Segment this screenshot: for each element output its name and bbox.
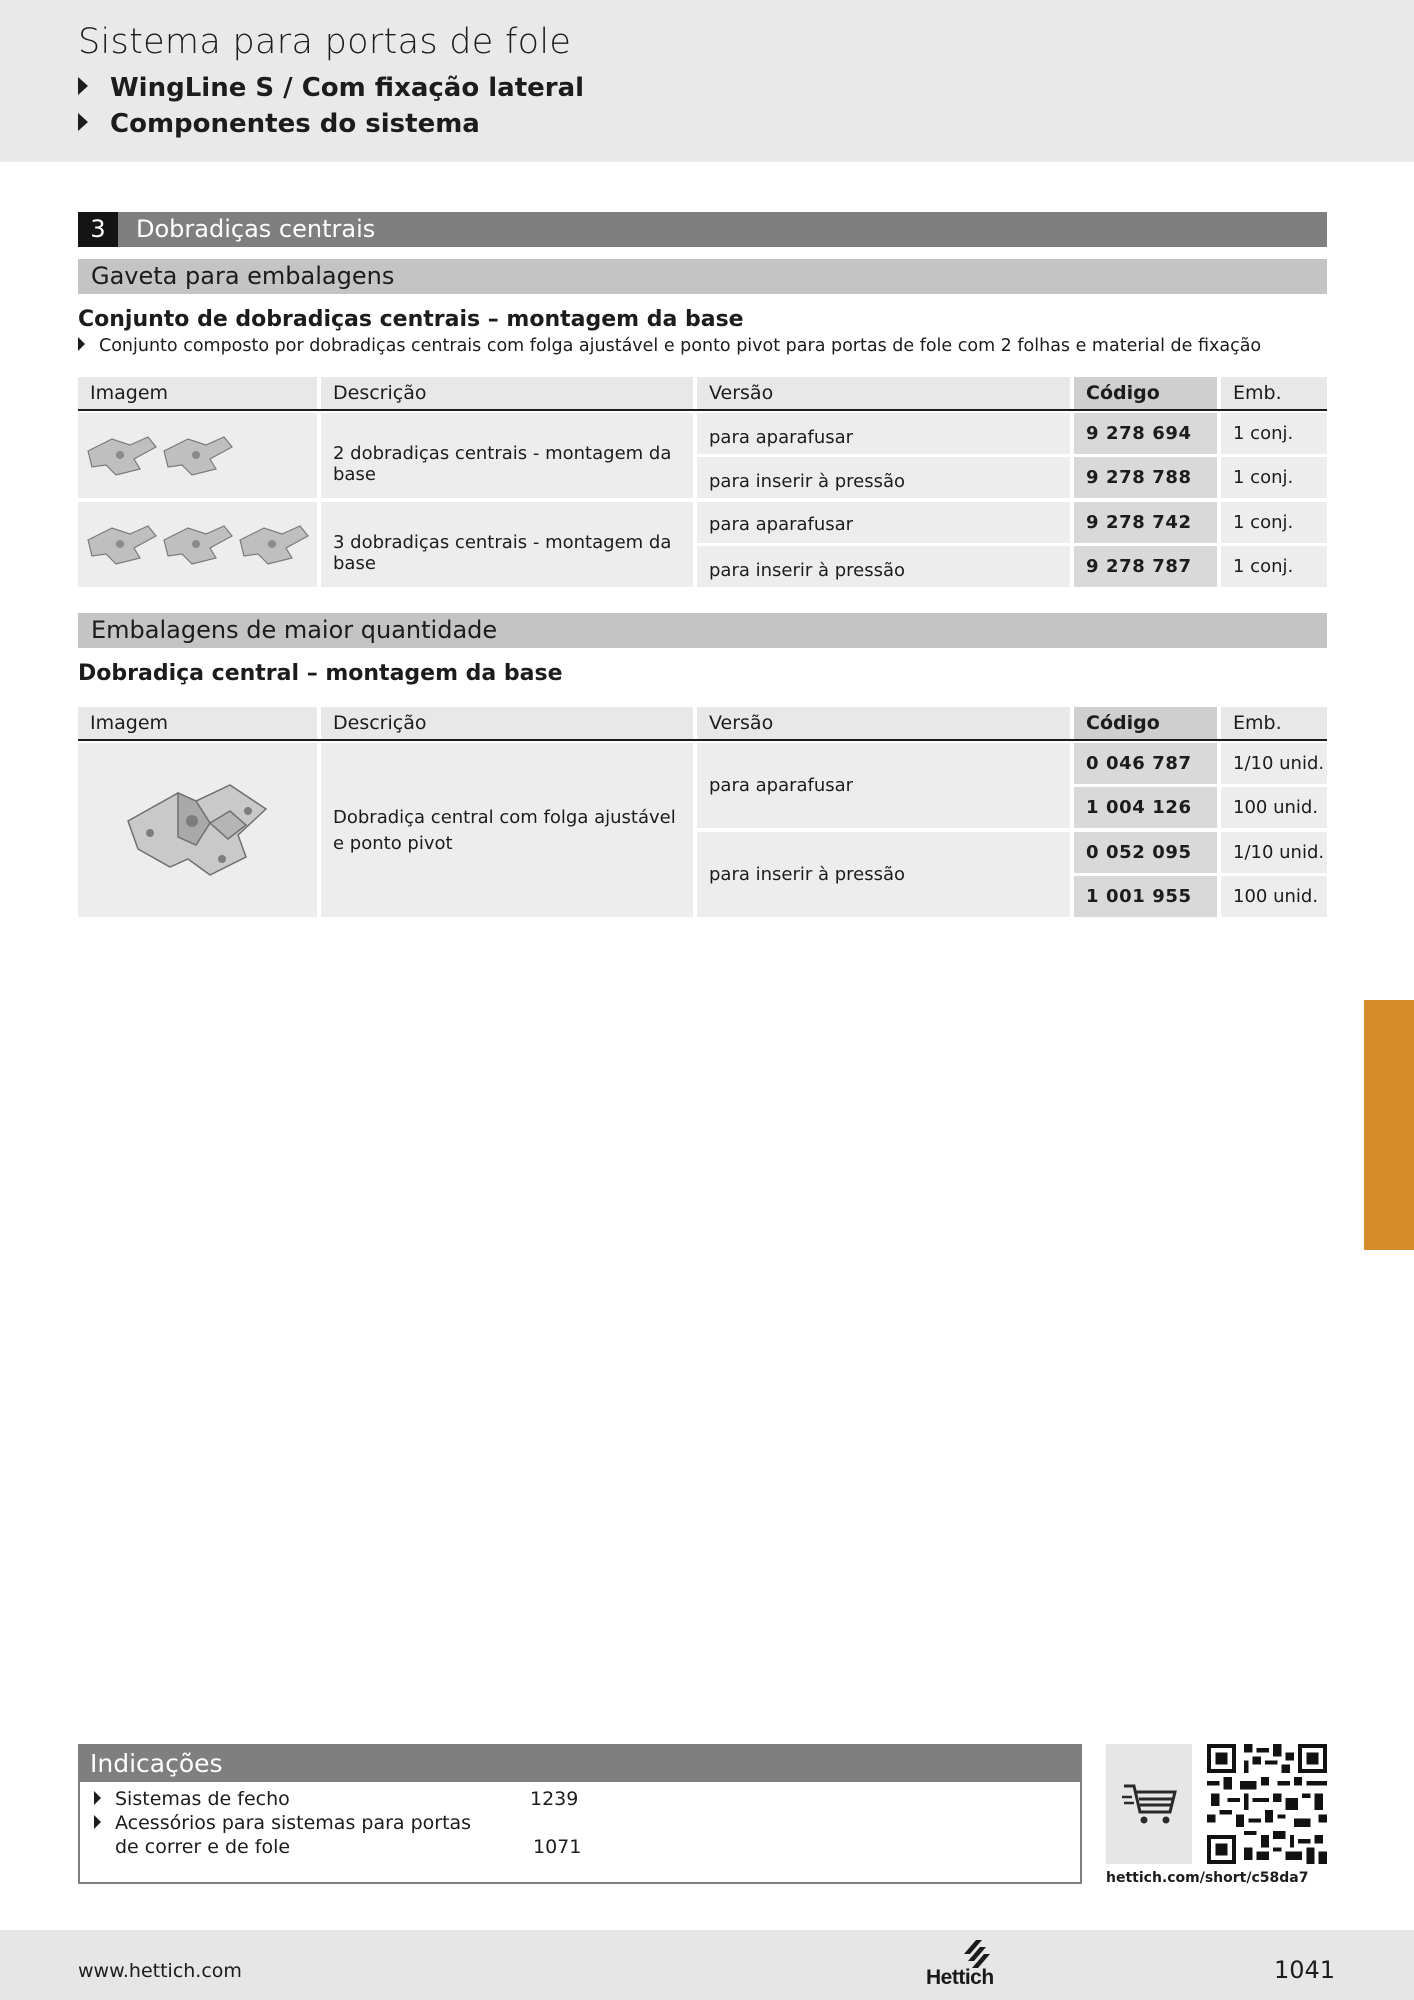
pack-cell: 1 conj.	[1221, 457, 1327, 498]
pack-cell: 100 unid.	[1221, 787, 1327, 828]
pack-cell: 1 conj.	[1221, 546, 1327, 587]
references-header: Indicações	[80, 1746, 1080, 1782]
table-header	[78, 707, 1327, 741]
description-cell: 3 dobradiças centrais - montagem da base	[321, 502, 693, 587]
caret-right-icon	[78, 337, 85, 351]
caret-right-icon	[78, 113, 88, 131]
reference-link[interactable]: Sistemas de fecho	[94, 1788, 290, 1810]
pack-cell: 1/10 unid.	[1221, 832, 1327, 873]
chapter-tab[interactable]	[1364, 1000, 1414, 1250]
column-header: Código	[1074, 377, 1217, 409]
hinge-set-image	[82, 514, 314, 574]
pack-cell: 1 conj.	[1221, 502, 1327, 543]
product-code[interactable]: 1 001 955	[1074, 876, 1217, 917]
section-title: Dobradiças centrais	[136, 215, 376, 243]
product-code[interactable]: 9 278 787	[1074, 546, 1217, 587]
subheading-bar	[78, 259, 1327, 294]
website-link[interactable]: www.hettich.com	[78, 1960, 242, 1982]
section-number: 3	[78, 212, 118, 247]
column-header: Código	[1074, 707, 1217, 739]
version-cell: para aparafusar	[697, 413, 1070, 454]
column-header: Versão	[697, 377, 1070, 409]
breadcrumb-item[interactable]: WingLine S / Com fixação lateral	[78, 73, 584, 103]
product-table	[78, 377, 1327, 589]
product-title: Conjunto de dobradiças centrais – montagem da base	[78, 307, 744, 332]
image-cell	[78, 502, 317, 587]
qr-code-icon[interactable]	[1207, 1744, 1327, 1864]
product-code[interactable]: 9 278 788	[1074, 457, 1217, 498]
hinge-set-image	[82, 425, 242, 485]
reference-page[interactable]: 1071	[533, 1836, 582, 1858]
image-cell	[78, 413, 317, 498]
version-cell: para inserir à pressão	[697, 457, 1070, 498]
page-number: 1041	[1274, 1956, 1336, 1984]
reference-link[interactable]: Acessórios para sistemas para portas	[94, 1812, 471, 1834]
hettich-logo	[924, 1938, 1000, 1988]
product-code[interactable]: 0 052 095	[1074, 832, 1217, 873]
version-cell: para inserir à pressão	[697, 546, 1070, 587]
shopping-cart-button[interactable]	[1106, 1744, 1192, 1864]
subheading: Gaveta para embalagens	[91, 262, 395, 290]
caret-right-icon	[78, 77, 88, 95]
column-header: Descrição	[321, 707, 693, 739]
caret-right-icon	[94, 1815, 101, 1829]
subheading: Embalagens de maior quantidade	[91, 616, 498, 644]
references-box	[78, 1744, 1082, 1884]
version-cell: para inserir à pressão	[697, 832, 1070, 917]
version-cell: para aparafusar	[697, 502, 1070, 543]
product-title: Dobradiça central – montagem da base	[78, 661, 563, 686]
caret-right-icon	[94, 1791, 101, 1805]
column-header: Emb.	[1221, 707, 1327, 739]
version-cell: para aparafusar	[697, 743, 1070, 828]
subheading-bar	[78, 613, 1327, 648]
product-code[interactable]: 0 046 787	[1074, 743, 1217, 784]
breadcrumb-item[interactable]: Componentes do sistema	[78, 109, 480, 139]
table-header	[78, 377, 1327, 411]
column-header: Versão	[697, 707, 1070, 739]
pack-cell: 1/10 unid.	[1221, 743, 1327, 784]
shop-link[interactable]: hettich.com/short/c58da7	[1106, 1870, 1309, 1886]
column-header: Descrição	[321, 377, 693, 409]
reference-link-continued[interactable]: de correr e de fole	[115, 1836, 291, 1858]
product-code[interactable]: 9 278 742	[1074, 502, 1217, 543]
pack-cell: 1 conj.	[1221, 413, 1327, 454]
column-header: Imagem	[78, 707, 317, 739]
svg-text:Hettich: Hettich	[926, 1966, 994, 1988]
description-cell: 2 dobradiças centrais - montagem da base	[321, 413, 693, 498]
image-cell	[78, 743, 317, 917]
product-table	[78, 707, 1327, 919]
pack-cell: 100 unid.	[1221, 876, 1327, 917]
page-title: Sistema para portas de fole	[78, 22, 572, 62]
reference-page[interactable]: 1239	[530, 1788, 579, 1810]
hinge-image	[118, 763, 278, 893]
product-description: Conjunto composto por dobradiças centrais com folga ajustável e ponto pivot para portas de fole com 2 folhas e material de fixação	[78, 336, 1261, 356]
product-code[interactable]: 1 004 126	[1074, 787, 1217, 828]
column-header: Emb.	[1221, 377, 1327, 409]
column-header: Imagem	[78, 377, 317, 409]
shopping-cart-icon	[1122, 1782, 1178, 1826]
section-heading	[78, 212, 1327, 247]
description-cell: Dobradiça central com folga ajustável e ponto pivot	[321, 743, 693, 917]
product-code[interactable]: 9 278 694	[1074, 413, 1217, 454]
